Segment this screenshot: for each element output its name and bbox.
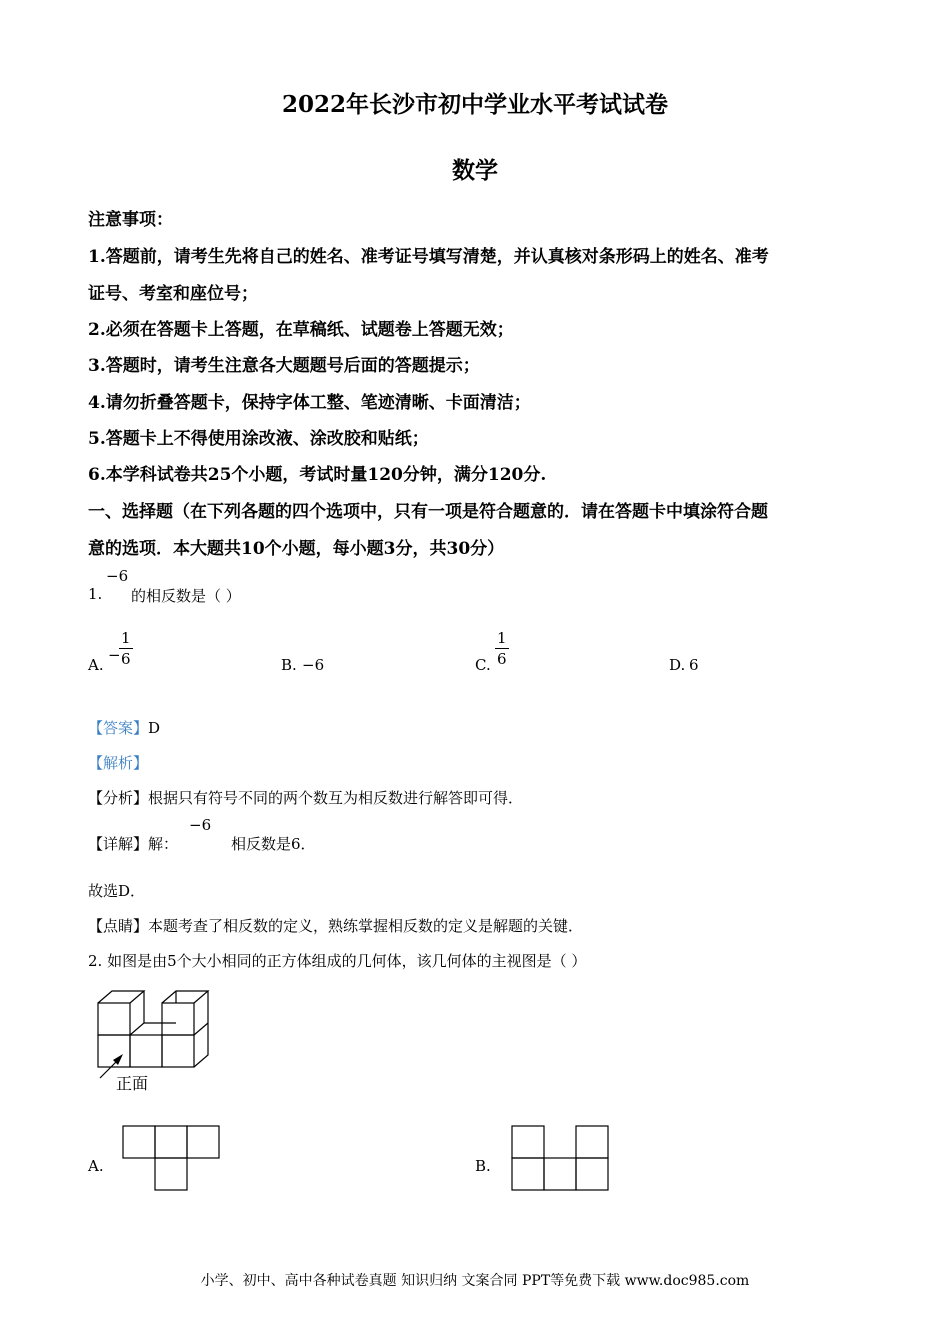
q1-stem: 的相反数是（ ） <box>131 587 241 605</box>
fraction-denominator: 6 <box>121 650 131 668</box>
q1-comment: 【点睛】本题考查了相反数的定义，熟练掌握相反数的定义是解题的关键． <box>88 917 584 935</box>
page-footer: 小学、初中、高中各种试卷真题 知识归纳 文案合同 PPT等免费下载 www.doc985.com <box>200 1273 750 1289</box>
q1-option-d-value: 6 <box>689 656 699 674</box>
q2-option-b-label: B. <box>475 1157 491 1175</box>
notice-item: 6.本学科试卷共25个小题，考试时量120分钟，满分120分. <box>88 465 547 485</box>
q1-fenxi: 【分析】根据只有符号不同的两个数互为相反数进行解答即可得． <box>88 789 524 807</box>
q1-option-d-label: D. <box>669 656 686 674</box>
q1-option-a-label: A. <box>88 656 104 674</box>
section-heading-line2: 意的选项．本大题共10个小题，每小题3分，共30分） <box>88 539 505 559</box>
notice-heading: 注意事项： <box>88 210 173 230</box>
q1-option-c-label: C. <box>475 656 491 674</box>
answer-tag: 【答案】 <box>88 719 149 737</box>
q1-expression: −6 <box>106 567 129 585</box>
notice-item: 4.请勿折叠答题卡，保持字体工整、笔迹清晰、卡面清洁； <box>88 393 531 413</box>
notice-item: 证号、考室和座位号； <box>88 284 258 304</box>
q1-option-a-sign: − <box>108 646 121 664</box>
q2-option-a-label: A. <box>88 1157 104 1175</box>
notice-item: 2.必须在答题卡上答题，在草稿纸、试题卷上答题无效； <box>88 320 514 340</box>
q1-choose: 故选D． <box>88 882 146 900</box>
q1-option-b-value: −6 <box>302 656 325 674</box>
q1-option-b-label: B. <box>281 656 297 674</box>
q1-option-c-fraction <box>495 631 509 667</box>
subject-title: 数学 <box>452 157 498 184</box>
q1-detail-suffix: 相反数是6． <box>231 835 316 853</box>
q1-analysis-tag: 【解析】 <box>88 754 149 772</box>
notice-item: 1.答题前，请考生先将自己的姓名、准考证号填写清楚，并认真核对条形码上的姓名、准考 <box>88 247 769 267</box>
q1-detail-expression: −6 <box>189 816 212 834</box>
notice-item: 5.答题卡上不得使用涂改液、涂改胶和贴纸； <box>88 429 429 449</box>
exam-title: 2022年长沙市初中学业水平考试试卷 <box>281 91 668 118</box>
q1-option-a-fraction <box>119 631 133 667</box>
front-label: 正面 <box>116 1074 149 1093</box>
fraction-numerator: 1 <box>497 629 507 647</box>
q1-number: 1. <box>88 585 103 603</box>
section-heading-line1: 一、选择题（在下列各题的四个选项中，只有一项是符合题意的．请在答题卡中填涂符合题 <box>88 502 768 522</box>
q1-answer <box>88 717 160 738</box>
q2-option-a-figure <box>122 1125 220 1191</box>
notice-item: 3.答题时，请考生注意各大题题号后面的答题提示； <box>88 356 480 376</box>
cube-solid-figure <box>92 988 217 1093</box>
q2-option-b-figure <box>511 1125 609 1191</box>
fraction-denominator: 6 <box>497 650 507 668</box>
fraction-numerator: 1 <box>121 629 131 647</box>
q1-detail-prefix: 【详解】解： <box>88 835 179 853</box>
answer-value: D <box>148 719 161 737</box>
q2-stem: 2. 如图是由5个大小相同的正方体组成的几何体，该几何体的主视图是（ ） <box>88 952 587 970</box>
